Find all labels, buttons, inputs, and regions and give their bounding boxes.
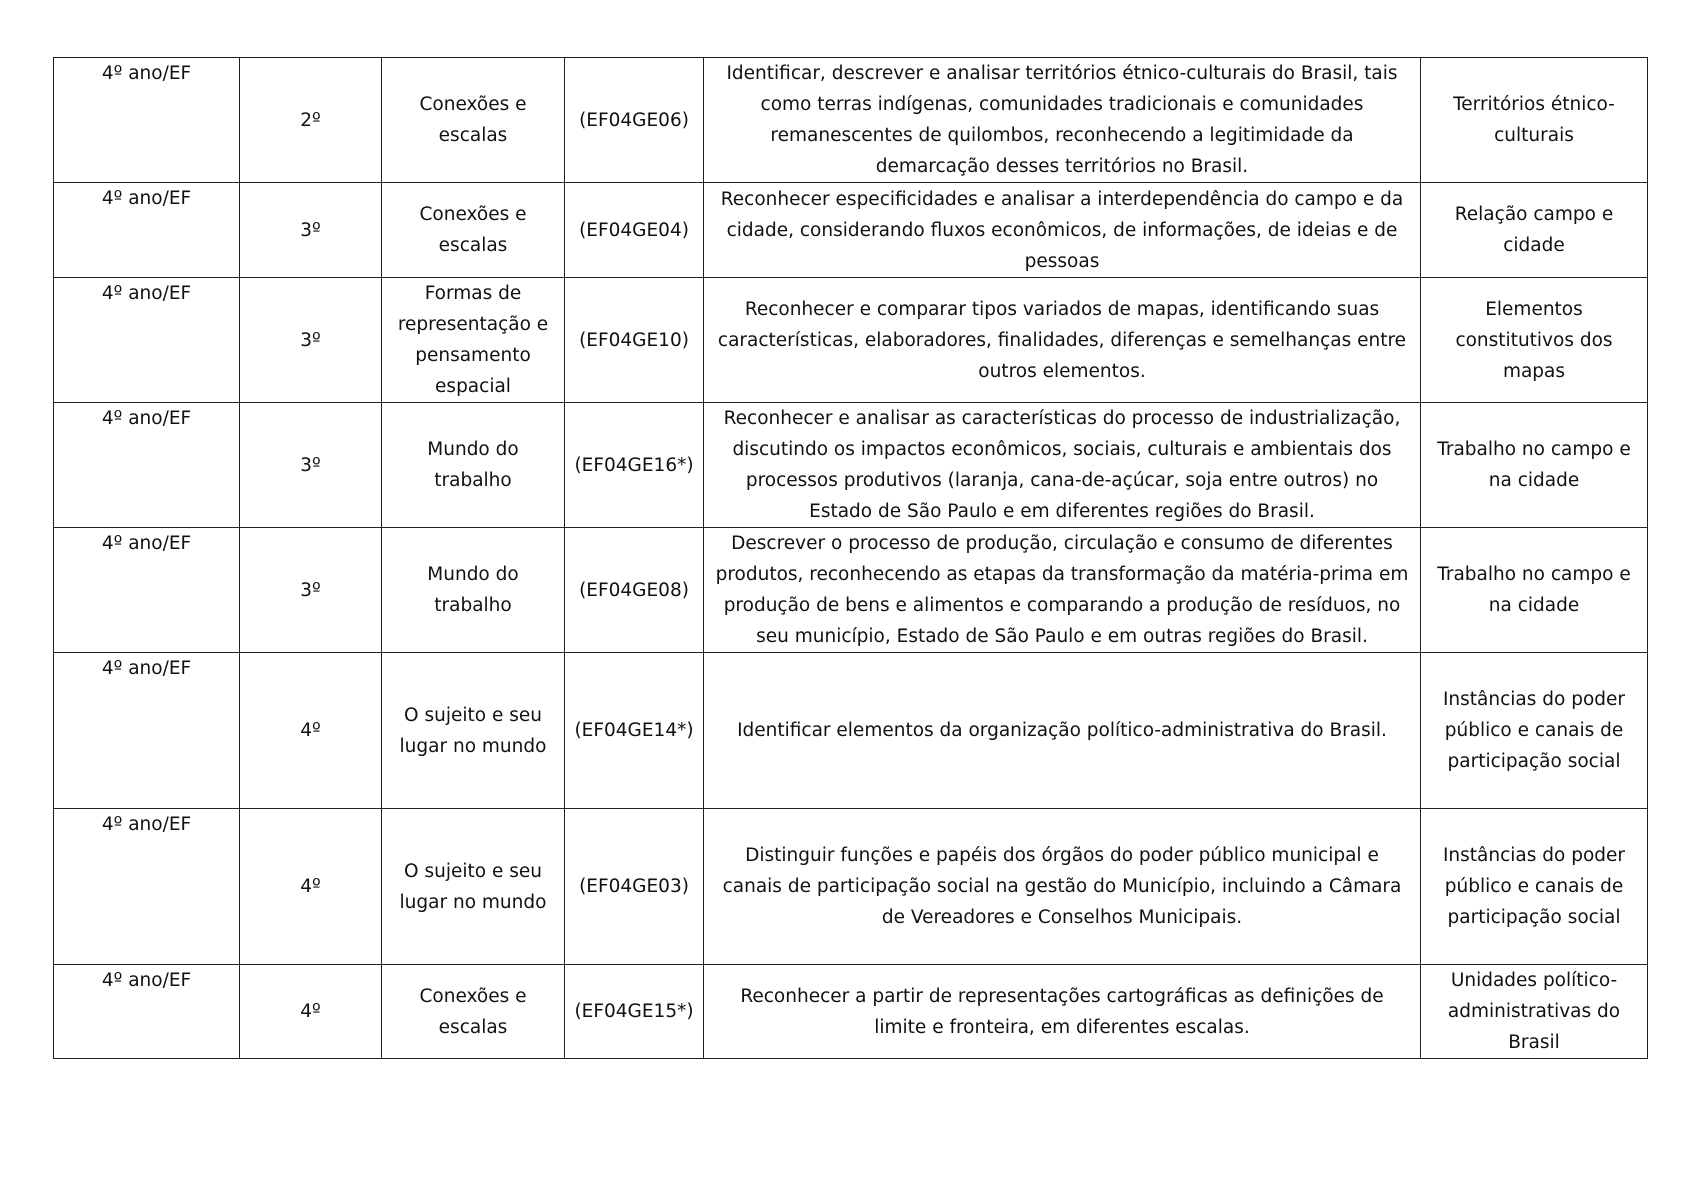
skill-code-cell: (EF04GE06) — [565, 58, 704, 183]
year-cell: 4º ano/EF — [54, 58, 240, 183]
year-cell: 4º ano/EF — [54, 965, 240, 1059]
bimester-cell: 3º — [240, 528, 382, 653]
bimester-cell: 4º — [240, 809, 382, 965]
skill-code-cell: (EF04GE15*) — [565, 965, 704, 1059]
skill-code-cell: (EF04GE10) — [565, 278, 704, 403]
thematic-unit-cell: Mundo do trabalho — [382, 528, 565, 653]
curriculum-table — [53, 57, 1648, 1059]
skill-code-cell: (EF04GE08) — [565, 528, 704, 653]
bimester-cell: 2º — [240, 58, 382, 183]
skill-description-cell: Identificar, descrever e analisar territórios étnico-culturais do Brasil, tais como terras indígenas, comunidades tradicionais e comunidades remanescentes de quilombos, reconhecendo a legitimidade da demarcação desses territórios no Brasil. — [704, 58, 1421, 183]
bimester-cell: 3º — [240, 183, 382, 278]
thematic-unit-cell: Conexões e escalas — [382, 58, 565, 183]
year-cell: 4º ano/EF — [54, 278, 240, 403]
knowledge-object-cell: Elementos constitutivos dos mapas — [1421, 278, 1648, 403]
skill-code-cell: (EF04GE14*) — [565, 653, 704, 809]
skill-description-cell: Descrever o processo de produção, circulação e consumo de diferentes produtos, reconhecendo as etapas da transformação da matéria-prima em produção de bens e alimentos e comparando a produção de resíduos, no seu município, Estado de São Paulo e em outras regiões do Brasil. — [704, 528, 1421, 653]
knowledge-object-cell: Relação campo e cidade — [1421, 183, 1648, 278]
table-row — [54, 58, 1648, 183]
skill-description-cell: Distinguir funções e papéis dos órgãos do poder público municipal e canais de participação social na gestão do Município, incluindo a Câmara de Vereadores e Conselhos Municipais. — [704, 809, 1421, 965]
bimester-cell: 3º — [240, 278, 382, 403]
table-row — [54, 183, 1648, 278]
skill-description-cell: Reconhecer e comparar tipos variados de mapas, identificando suas características, elaboradores, finalidades, diferenças e semelhanças entre outros elementos. — [704, 278, 1421, 403]
knowledge-object-cell: Instâncias do poder público e canais de participação social — [1421, 653, 1648, 809]
bimester-cell: 3º — [240, 403, 382, 528]
thematic-unit-cell: O sujeito e seu lugar no mundo — [382, 653, 565, 809]
bimester-cell: 4º — [240, 653, 382, 809]
knowledge-object-cell: Trabalho no campo e na cidade — [1421, 528, 1648, 653]
skill-code-cell: (EF04GE16*) — [565, 403, 704, 528]
skill-description-cell: Reconhecer especificidades e analisar a interdependência do campo e da cidade, considerando fluxos econômicos, de informações, de ideias e de pessoas — [704, 183, 1421, 278]
knowledge-object-cell: Instâncias do poder público e canais de participação social — [1421, 809, 1648, 965]
skill-description-cell: Reconhecer e analisar as características do processo de industrialização, discutindo os impactos econômicos, sociais, culturais e ambientais dos processos produtivos (laranja, cana-de-açúcar, soja entre outros) no Estado de São Paulo e em diferentes regiões do Brasil. — [704, 403, 1421, 528]
table-row — [54, 528, 1648, 653]
year-cell: 4º ano/EF — [54, 183, 240, 278]
thematic-unit-cell: Mundo do trabalho — [382, 403, 565, 528]
table-row — [54, 965, 1648, 1059]
skill-code-cell: (EF04GE03) — [565, 809, 704, 965]
table-row — [54, 809, 1648, 965]
table-row — [54, 653, 1648, 809]
year-cell: 4º ano/EF — [54, 528, 240, 653]
thematic-unit-cell: Conexões e escalas — [382, 965, 565, 1059]
knowledge-object-cell: Trabalho no campo e na cidade — [1421, 403, 1648, 528]
knowledge-object-cell: Unidades político-administrativas do Brasil — [1421, 965, 1648, 1059]
knowledge-object-cell: Territórios étnico-culturais — [1421, 58, 1648, 183]
thematic-unit-cell: O sujeito e seu lugar no mundo — [382, 809, 565, 965]
thematic-unit-cell: Formas de representação e pensamento espacial — [382, 278, 565, 403]
year-cell: 4º ano/EF — [54, 403, 240, 528]
year-cell: 4º ano/EF — [54, 809, 240, 965]
skill-code-cell: (EF04GE04) — [565, 183, 704, 278]
table-row — [54, 403, 1648, 528]
thematic-unit-cell: Conexões e escalas — [382, 183, 565, 278]
skill-description-cell: Identificar elementos da organização político-administrativa do Brasil. — [704, 653, 1421, 809]
skill-description-cell: Reconhecer a partir de representações cartográficas as definições de limite e fronteira, em diferentes escalas. — [704, 965, 1421, 1059]
table-row — [54, 278, 1648, 403]
year-cell: 4º ano/EF — [54, 653, 240, 809]
bimester-cell: 4º — [240, 965, 382, 1059]
